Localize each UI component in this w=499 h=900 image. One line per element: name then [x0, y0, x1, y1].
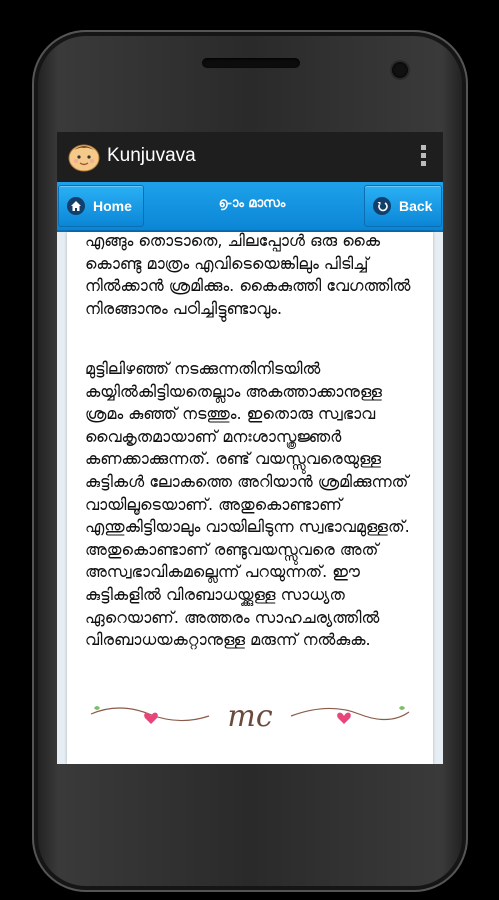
left-margin-decoration [57, 232, 67, 764]
home-icon [67, 197, 85, 215]
page-title: ൭-ാം മാസം [218, 196, 286, 211]
baby-face-icon [68, 142, 100, 172]
back-button[interactable] [364, 185, 442, 227]
signature-mark: mc [227, 699, 273, 734]
right-margin-decoration [433, 232, 443, 764]
back-button-label: Back [399, 198, 433, 214]
article-paragraph: മുട്ടിലിഴഞ്ഞ് നടക്കുന്നതിനിടയിൽ കയ്യിൽകിട്ടിയതെല്ലാം അകത്താക്കാനുള്ള ശ്രമം കുഞ്ഞ് നടത്തും. ഇതൊരു സ്വഭാവ വൈകൃതമായാണ് മനഃശാസ്ത്രജ്ഞർ കണക്കാക്കുന്നത്. രണ്ട് വയസ്സുവരെയുള്ള കുട്ടികൾ ലോകത്തെ അറിയാൻ ശ്രമിക്കുന്നത് വായിലൂടെയാണ്. അതുകൊണ്ടാണ് എന്തുകിട്ടിയാലും വായിലിടുന്ന സ്വഭാവമുള്ളത്. അതുകൊണ്ടാണ് രണ്ടുവയസ്സുവരെ അത് അസ്വഭാവികമല്ലെന്ന് പറയുന്നത്. ഈ കുട്ടികളിൽ വിരബാധയ്ക്കുള്ള സാധ്യത ഏറെയാണ്. അത്തരം സാഹചര്യത്തിൽ വിരബാധയകറ്റാനുള്ള മരുന്ന് നൽകുക. [85, 359, 410, 650]
home-button[interactable] [58, 185, 144, 227]
article-paragraph: എങ്ങും തൊടാതെ, ചിലപ്പോൾ ഒരു കൈ കൊണ്ടു മാത്രം എവിടെയെങ്കിലും പിടിച്ച് നിൽക്കാൻ ശ്രമിക്കും. കൈകുത്തി വേഗത്തിൽ നിരങ്ങാനും പഠിച്ചിട്ടുണ്ടാവും. [85, 231, 411, 318]
overflow-menu-icon[interactable] [421, 145, 427, 169]
content-area[interactable] [57, 232, 443, 764]
app-screen [57, 132, 443, 764]
action-bar [57, 132, 443, 182]
article-page [67, 232, 433, 764]
earpiece-speaker [202, 58, 300, 68]
home-button-label: Home [93, 198, 132, 214]
front-camera [392, 62, 408, 78]
signature-flourish [89, 694, 411, 734]
app-title: Kunjuvava [107, 145, 196, 166]
navigation-bar [57, 182, 443, 232]
back-arrow-icon [373, 197, 391, 215]
